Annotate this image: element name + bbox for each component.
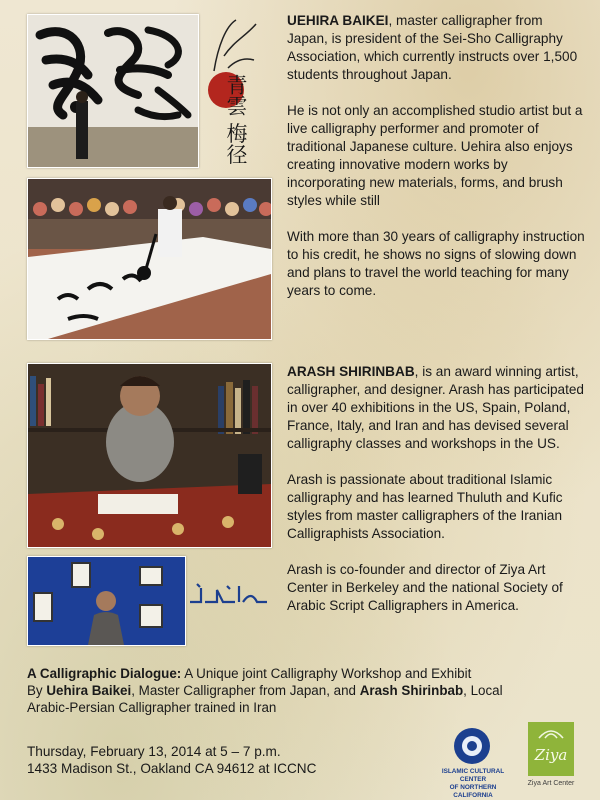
event-description [27, 665, 587, 716]
signature-japanese-text: 青雲 梅径 [224, 74, 248, 165]
performance-scene [28, 179, 271, 339]
event-footer [27, 743, 427, 777]
calligraphy-script-icon [187, 578, 269, 612]
japanese-signature [206, 16, 266, 166]
ziya-script: Ziya [534, 746, 568, 764]
iccnc-name: ISLAMIC CULTURAL CENTER OF NORTHERN CALIFORNIA [441, 768, 505, 799]
event-title-line: A Calligraphic Dialogue: A Unique joint Calligraphy Workshop and Exhibit [27, 666, 472, 681]
ziya-caption: Ziya Art Center [527, 780, 575, 787]
studio-scene [28, 364, 271, 547]
performance-photo [27, 178, 272, 340]
uehira-paragraph-2: He is not only an accomplished studio artist but a live calligraphy performer and promoter of traditional Japanese culture. Uehira also enjoys creating innovative modern works by incorporating new materials, forms, and brush styles while still [287, 103, 583, 208]
arash-bio [287, 363, 587, 615]
iccnc-emblem-icon [454, 728, 490, 764]
event-title: A Calligraphic Dialogue: [27, 666, 182, 681]
event-presenters-line: By Uehira Baikei, Master Calligrapher from Japan, and Arash Shirinbab, Local [27, 683, 503, 698]
event-address: 1433 Madison St., Oakland CA 94612 at ICCNC [27, 761, 317, 776]
uehira-bio [287, 12, 587, 300]
exhibit-photo [27, 556, 186, 646]
uehira-intro: UEHIRA BAIKEI, master calligrapher from Japan, is president of the Sei-Sho Calligraphy Association, which currently instructs over 1,500 students throughout Japan. [287, 13, 578, 82]
arabic-calligraphy-mark [187, 578, 269, 612]
calligraphy-artwork [28, 15, 198, 167]
arash-studio-photo [27, 363, 272, 548]
arash-paragraph-3: Arash is co-founder and director of Ziya Art Center in Berkeley and the national Society of Arabic Script Calligraphers in America. [287, 562, 563, 613]
ziya-logo [528, 722, 574, 794]
exhibit-scene [28, 557, 185, 645]
uehira-calligraphy-photo [27, 14, 199, 168]
event-date: Thursday, February 13, 2014 at 5 – 7 p.m. [27, 744, 281, 759]
signature-scrawl [206, 16, 266, 76]
uehira-name: UEHIRA BAIKEI [287, 13, 389, 28]
ziya-ornament-icon [537, 726, 565, 742]
ziya-emblem [528, 722, 574, 776]
arash-intro: ARASH SHIRINBAB, is an award winning artist, calligrapher, and designer. Arash has participated in over 40 exhibitions in the US, Spain, Poland, France, Italy, and Iran and has devised several calligraphy classes and workshops in the US. [287, 364, 584, 451]
iccnc-logo [432, 728, 514, 799]
arash-name: ARASH SHIRINBAB [287, 364, 415, 379]
uehira-paragraph-3: With more than 30 years of calligraphy instruction to his credit, he shows no signs of slowing down and plans to travel the world teaching for many years to come. [287, 229, 585, 298]
event-presenter-detail: Arabic-Persian Calligrapher trained in Iran [27, 700, 277, 715]
arash-paragraph-2: Arash is passionate about traditional Islamic calligraphy and has learned Thuluth and Kufic styles from master calligraphers of the Iranian Calligraphists Association. [287, 472, 563, 541]
